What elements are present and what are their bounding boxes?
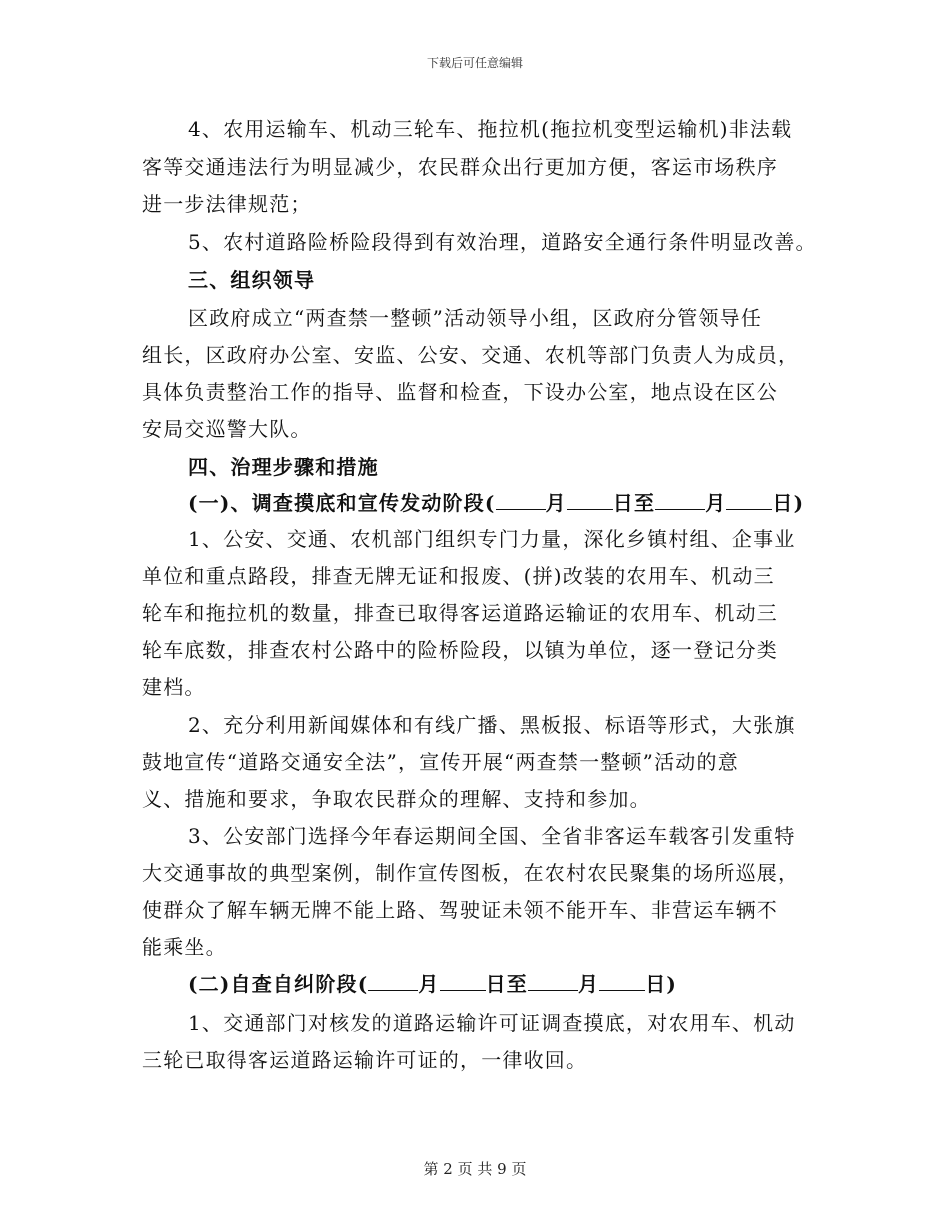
month-label: 月: [705, 491, 727, 515]
paragraph-line: 5、农村道路险桥险段得到有效治理，道路安全通行条件明显改善。: [188, 230, 817, 254]
paragraph-line: 建档。: [142, 675, 206, 699]
section-heading-3: 三、组织领导: [188, 268, 316, 292]
paragraph-line: 使群众了解车辆无牌不能上路、驾驶证未领不能开车、非营运车辆不: [142, 898, 778, 922]
day-label: 日): [645, 972, 678, 996]
paragraph-line: 三轮已取得客运道路运输许可证的，一律收回。: [142, 1048, 588, 1072]
paragraph-line: 组长，区政府办公室、安监、公安、交通、农机等部门负责人为成员，: [142, 343, 800, 367]
paragraph-line: 客等交通违法行为明显减少，农民群众出行更加方便，客运市场秩序: [142, 155, 778, 179]
day-to-label: 日至: [612, 491, 656, 515]
paragraph-line: 4、农用运输车、机动三轮车、拖拉机(拖拉机变型运输机)非法载: [188, 117, 793, 141]
paragraph-line: 3、公安部门选择今年春运期间全国、全省非客运车载客引发重特: [188, 824, 796, 848]
paragraph-line: 轮车和拖拉机的数量，排查已取得客运道路运输证的农用车、机动三: [142, 601, 778, 625]
date-blank: [496, 491, 546, 510]
paragraph-line: 单位和重点路段，排查无牌无证和报废、(拼)改装的农用车、机动三: [142, 564, 775, 588]
date-blank: [368, 972, 418, 991]
date-blank: [567, 491, 613, 510]
paragraph-line: 安局交巡警大队。: [142, 417, 312, 441]
paragraph-line: 1、交通部门对核发的道路运输许可证调查摸底，对农用车、机动: [188, 1011, 796, 1035]
page-header-note: 下载后可任意编辑: [426, 56, 523, 70]
subsection-1-title: (一)、调查摸底和宣传发动阶段(: [188, 491, 496, 515]
page-number-footer: 第 2 页 共 9 页: [423, 1160, 527, 1178]
month-label: 月: [418, 972, 440, 996]
paragraph-line: 2、充分利用新闻媒体和有线广播、黑板报、标语等形式，大张旗: [188, 713, 796, 737]
date-blank: [726, 491, 772, 510]
paragraph-line: 具体负责整治工作的指导、监督和检查，下设办公室，地点设在区公: [142, 380, 778, 404]
day-to-label: 日至: [485, 972, 528, 996]
paragraph-line: 1、公安、交通、农机部门组织专门力量，深化乡镇村组、企事业: [188, 527, 796, 551]
day-label: 日): [772, 491, 805, 515]
month-label: 月: [545, 491, 567, 515]
date-blank: [599, 972, 645, 991]
paragraph-line: 轮车底数，排查农村公路中的险桥险段，以镇为单位，逐一登记分类: [142, 638, 778, 662]
subsection-heading-1: [188, 487, 804, 516]
date-blank: [655, 491, 705, 510]
section-heading-4: 四、治理步骤和措施: [188, 455, 379, 479]
paragraph-line: 进一步法律规范；: [142, 192, 312, 216]
paragraph-line: 鼓地宣传“道路交通安全法”，宣传开展“两查禁一整顿”活动的意: [142, 750, 739, 774]
subsection-heading-2: [188, 968, 677, 997]
subsection-2-title: (二)自查自纠阶段(: [188, 972, 369, 996]
paragraph-line: 义、措施和要求，争取农民群众的理解、支持和参加。: [142, 787, 651, 811]
paragraph-line: 大交通事故的典型案例，制作宣传图板，在农村农民聚集的场所巡展，: [142, 861, 800, 885]
date-blank: [528, 972, 578, 991]
month-label: 月: [578, 972, 600, 996]
paragraph-line: 能乘坐。: [142, 935, 227, 959]
paragraph-line: 区政府成立“两查禁一整顿”活动领导小组，区政府分管领导任: [188, 306, 763, 330]
date-blank: [440, 972, 486, 991]
